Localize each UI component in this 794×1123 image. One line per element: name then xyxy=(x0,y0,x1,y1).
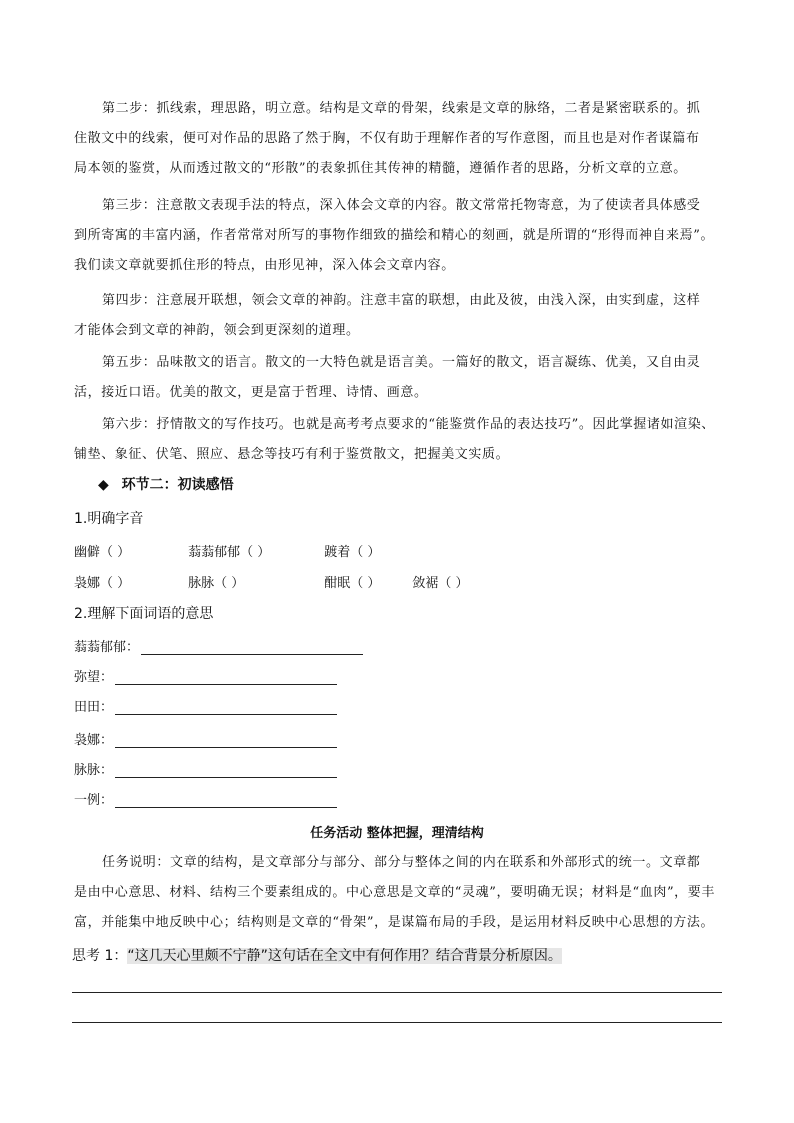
text-line: 第四步：注意展开联想，领会文章的神韵。注意丰富的联想，由此及彼，由浅入深，由实到虚，这样 xyxy=(102,293,701,308)
text-line: 第六步：抒情散文的写作技巧。也就是高考考点要求的“能鉴赏作品的表达技巧”。因此掌握诸如渲染、 xyxy=(102,417,715,432)
pinyin-row xyxy=(74,541,380,560)
vocab-row xyxy=(74,729,337,748)
vocab-row xyxy=(74,789,337,808)
vocab-row xyxy=(74,696,337,715)
text-line: 铺垫、象征、伏笔、照应、悬念等技巧有利于鉴赏散文，把握美文实质。 xyxy=(74,447,510,462)
paragraph-step6 xyxy=(74,410,722,470)
vocab-label: 脉脉： xyxy=(74,763,114,778)
pinyin-item: 敛裾（ ） xyxy=(412,576,469,591)
text-line: 到所寄寓的丰富内涵，作者常常对所写的事物作细致的描绘和精心的刻画，就是所谓的“形得而神自来焉”。 xyxy=(74,228,715,243)
think-question xyxy=(72,945,562,965)
think-label: 思考 1： xyxy=(72,948,128,964)
subheading-vocabulary: 2.理解下面词语的意思 xyxy=(74,606,214,622)
vocab-label: 袅娜： xyxy=(74,733,114,748)
answer-blank[interactable] xyxy=(115,793,337,808)
subheading-pronunciation: 1.明确字音 xyxy=(74,511,144,527)
vocab-label: 一例： xyxy=(74,793,114,808)
paragraph-step5 xyxy=(74,348,722,408)
text-line: 局本领的鉴赏，从而透过散文的“形散”的表象抓住其传神的精髓，遵循作者的思路，分析文章的立意。 xyxy=(74,161,687,176)
vocab-label: 弥望： xyxy=(74,670,114,685)
text-line: 我们读文章就要抓住形的特点，由形见神，深入体会文章内容。 xyxy=(74,258,455,273)
section-heading xyxy=(98,474,234,494)
answer-blank[interactable] xyxy=(115,733,337,748)
text-line: 任务说明：文章的结构，是文章部分与部分、部分与整体之间的内在联系和外部形式的统一。文章都 xyxy=(102,855,701,870)
text-line: 才能体会到文章的神韵，领会到更深刻的道理。 xyxy=(74,323,360,338)
text-line: 住散文中的线索，便可对作品的思路了然于胸，不仅有助于理解作者的写作意图，而且也是对作者谋篇布 xyxy=(74,131,700,146)
answer-blank[interactable] xyxy=(115,670,337,685)
pinyin-item: 袅娜（ ） xyxy=(74,576,131,591)
diamond-bullet-icon: ◆ xyxy=(98,477,109,493)
vocab-row xyxy=(74,636,363,655)
vocab-label: 田田： xyxy=(74,700,114,715)
answer-blank[interactable] xyxy=(115,700,337,715)
text-line: 第五步：品味散文的语言。散文的一大特色就是语言美。一篇好的散文，语言凝练、优美，又自由灵 xyxy=(102,355,701,370)
paragraph-step4 xyxy=(74,286,722,346)
pinyin-item: 酣眠（ ） xyxy=(324,576,381,591)
pinyin-item: 踱着（ ） xyxy=(324,545,381,560)
pinyin-item: 脉脉（ ） xyxy=(188,576,245,591)
task-title: 任务活动 整体把握，理清结构 xyxy=(310,826,484,841)
vocab-label: 蓊蓊郁郁： xyxy=(74,640,140,655)
text-line: 第二步：抓线索，理思路，明立意。结构是文章的骨架，线索是文章的脉络，二者是紧密联系的。抓 xyxy=(102,101,701,116)
paragraph-step3 xyxy=(74,191,722,281)
text-line: 第三步：注意散文表现手法的特点，深入体会文章的内容。散文常常托物寄意，为了使读者具体感受 xyxy=(102,198,701,213)
vocab-row xyxy=(74,666,337,685)
answer-blank[interactable] xyxy=(115,763,337,778)
think-text: “这几天心里颇不宁静”这句话在全文中有何作用？结合背景分析原因。 xyxy=(127,948,562,964)
pinyin-item: 幽僻（ ） xyxy=(74,545,131,560)
answer-line[interactable] xyxy=(72,992,722,993)
vocab-row xyxy=(74,759,337,778)
pinyin-row xyxy=(74,572,469,591)
pinyin-item: 蓊蓊郁郁（ ） xyxy=(188,545,271,560)
task-description xyxy=(74,848,722,938)
text-line: 活，接近口语。优美的散文，更是富于哲理、诗情、画意。 xyxy=(74,385,428,400)
text-line: 是由中心意思、材料、结构三个要素组成的。中心意思是文章的“灵魂”，要明确无误；材料是“血肉”，要丰 xyxy=(74,885,715,900)
paragraph-step2 xyxy=(74,94,722,184)
section-title: 环节二：初读感悟 xyxy=(121,477,234,493)
answer-blank[interactable] xyxy=(141,640,363,655)
answer-line[interactable] xyxy=(72,1022,722,1023)
text-line: 富，并能集中地反映中心；结构则是文章的“骨架”，是谋篇布局的手段，是运用材料反映中心思想的方法。 xyxy=(74,915,715,930)
